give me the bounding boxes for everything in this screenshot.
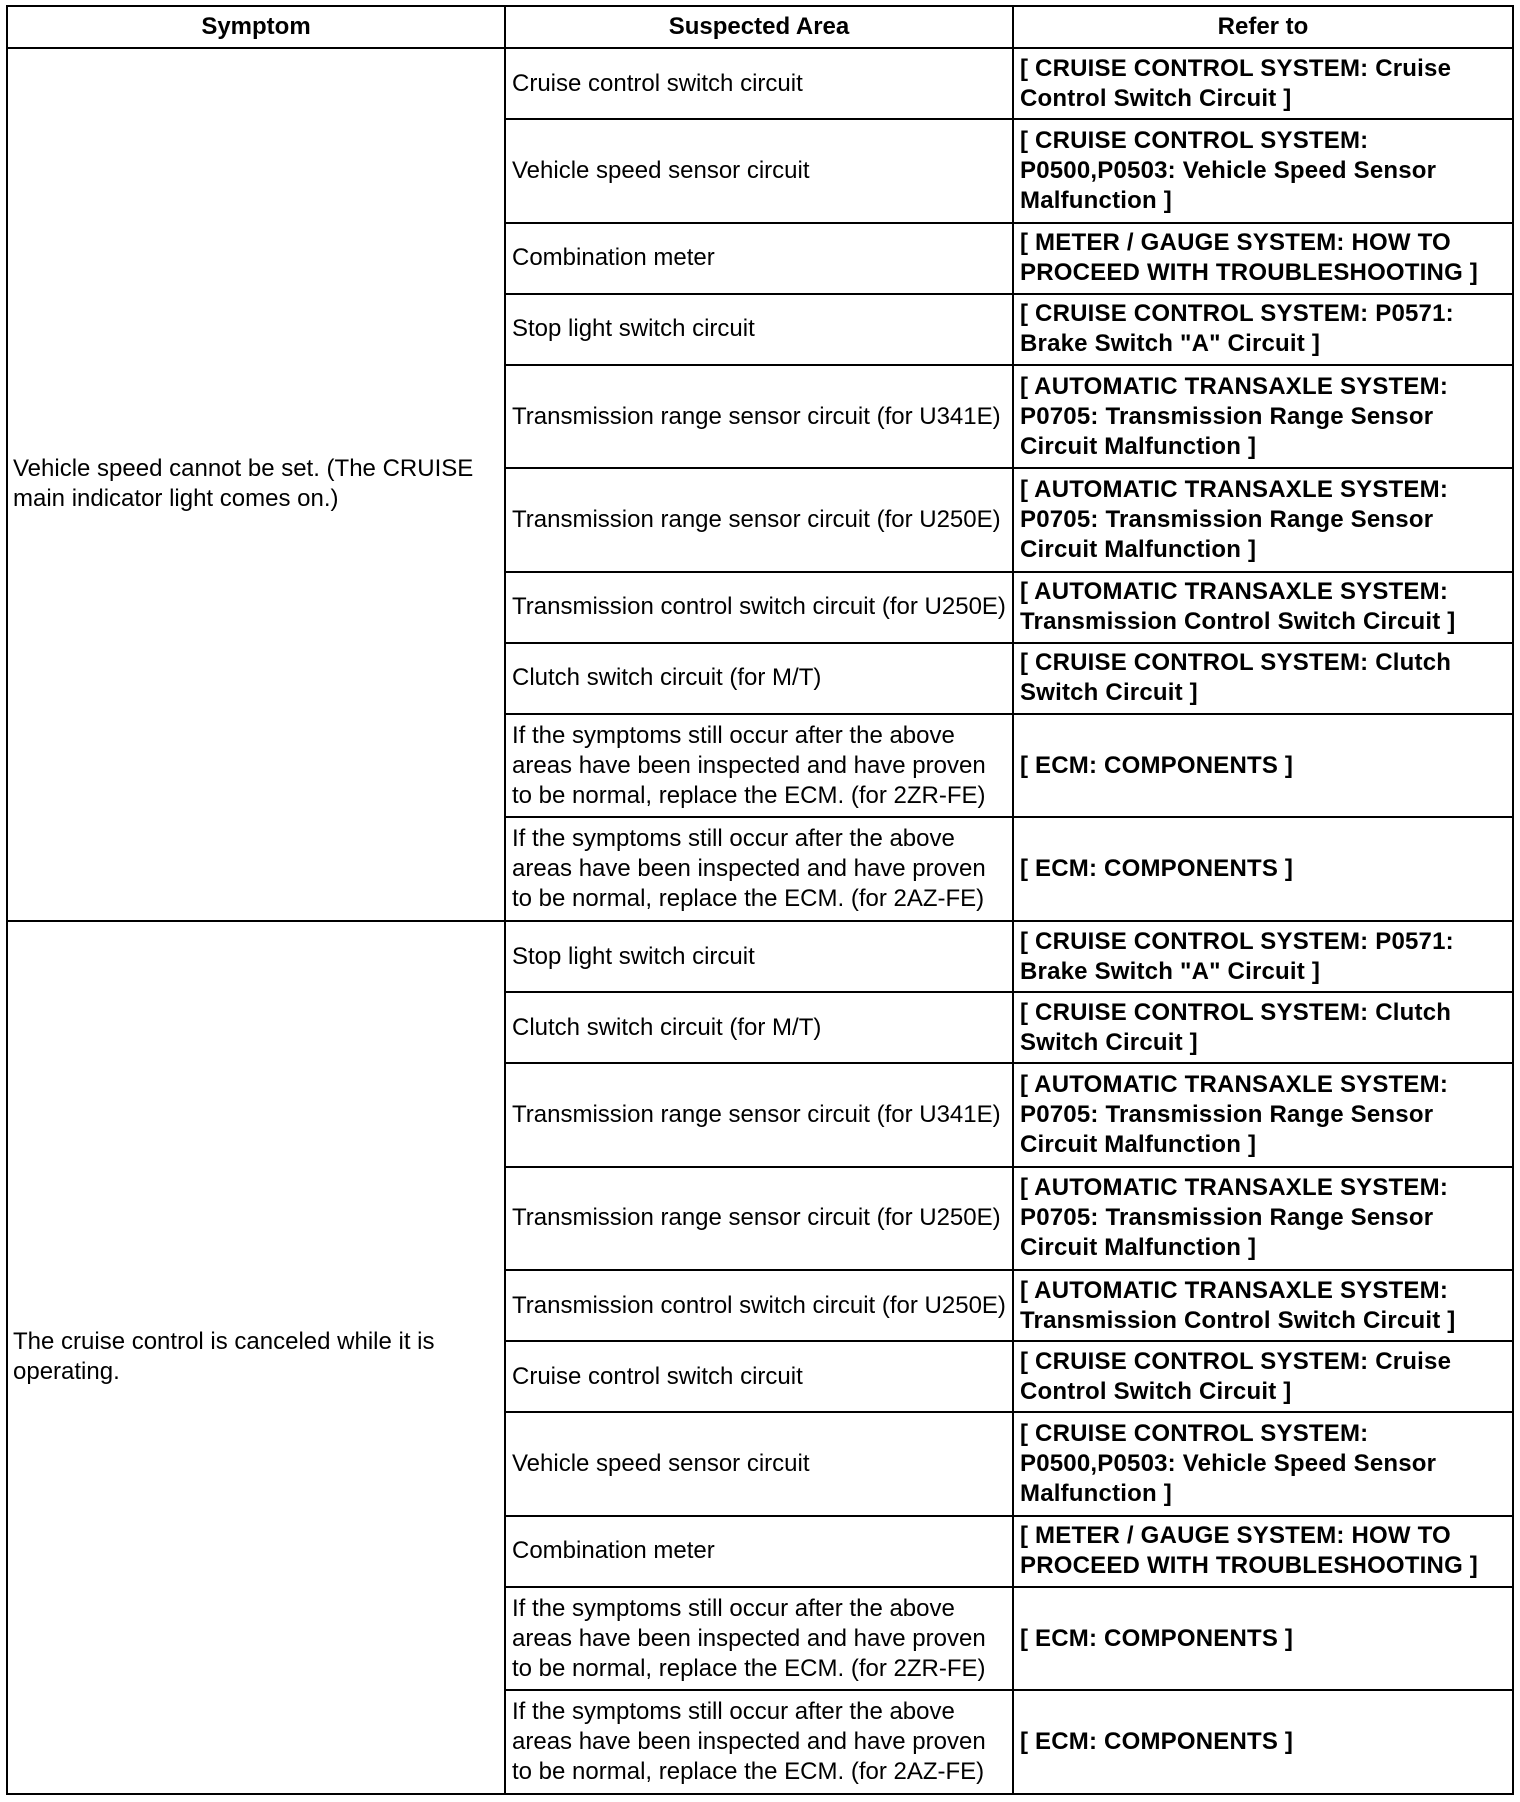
suspected-area-cell: Combination meter <box>505 223 1013 294</box>
refer-to-link[interactable]: [ CRUISE CONTROL SYSTEM: Clutch Switch Circuit ] <box>1013 643 1513 714</box>
refer-to-link[interactable]: [ AUTOMATIC TRANSAXLE SYSTEM: P0705: Transmission Range Sensor Circuit Malfunction ] <box>1013 1167 1513 1271</box>
refer-to-link[interactable]: [ CRUISE CONTROL SYSTEM: P0571: Brake Switch "A" Circuit ] <box>1013 921 1513 992</box>
suspected-area-cell: Clutch switch circuit (for M/T) <box>505 643 1013 714</box>
suspected-area-cell: Transmission range sensor circuit (for U250E) <box>505 468 1013 572</box>
suspected-area-cell: Cruise control switch circuit <box>505 48 1013 119</box>
suspected-area-cell: Vehicle speed sensor circuit <box>505 119 1013 223</box>
refer-to-link[interactable]: [ CRUISE CONTROL SYSTEM: P0500,P0503: Vehicle Speed Sensor Malfunction ] <box>1013 119 1513 223</box>
suspected-area-cell: Clutch switch circuit (for M/T) <box>505 992 1013 1063</box>
header-row <box>7 6 1513 48</box>
refer-to-link[interactable]: [ AUTOMATIC TRANSAXLE SYSTEM: P0705: Transmission Range Sensor Circuit Malfunction ] <box>1013 1063 1513 1167</box>
table-row <box>7 921 1513 992</box>
table-row <box>7 48 1513 119</box>
refer-to-link[interactable]: [ ECM: COMPONENTS ] <box>1013 817 1513 921</box>
suspected-area-cell: If the symptoms still occur after the above areas have been inspected and have proven to be normal, replace the ECM. (for 2AZ-FE) <box>505 1690 1013 1794</box>
symptom-cell: The cruise control is canceled while it is operating. <box>7 921 505 1794</box>
suspected-area-cell: Transmission control switch circuit (for U250E) <box>505 572 1013 643</box>
refer-to-link[interactable]: [ CRUISE CONTROL SYSTEM: Cruise Control Switch Circuit ] <box>1013 48 1513 119</box>
refer-to-link[interactable]: [ ECM: COMPONENTS ] <box>1013 1690 1513 1794</box>
header-symptom: Symptom <box>7 6 505 48</box>
refer-to-link[interactable]: [ AUTOMATIC TRANSAXLE SYSTEM: Transmission Control Switch Circuit ] <box>1013 572 1513 643</box>
suspected-area-cell: Transmission range sensor circuit (for U250E) <box>505 1167 1013 1271</box>
refer-to-link[interactable]: [ ECM: COMPONENTS ] <box>1013 714 1513 818</box>
troubleshooting-table <box>6 5 1514 1795</box>
refer-to-link[interactable]: [ AUTOMATIC TRANSAXLE SYSTEM: P0705: Transmission Range Sensor Circuit Malfunction ] <box>1013 468 1513 572</box>
suspected-area-cell: Stop light switch circuit <box>505 921 1013 992</box>
refer-to-link[interactable]: [ ECM: COMPONENTS ] <box>1013 1587 1513 1691</box>
header-refer-to: Refer to <box>1013 6 1513 48</box>
suspected-area-cell: Stop light switch circuit <box>505 294 1013 365</box>
suspected-area-cell: If the symptoms still occur after the above areas have been inspected and have proven to be normal, replace the ECM. (for 2ZR-FE) <box>505 714 1013 818</box>
suspected-area-cell: Transmission control switch circuit (for U250E) <box>505 1270 1013 1341</box>
refer-to-link[interactable]: [ AUTOMATIC TRANSAXLE SYSTEM: P0705: Transmission Range Sensor Circuit Malfunction ] <box>1013 365 1513 469</box>
refer-to-link[interactable]: [ METER / GAUGE SYSTEM: HOW TO PROCEED WITH TROUBLESHOOTING ] <box>1013 223 1513 294</box>
suspected-area-cell: If the symptoms still occur after the above areas have been inspected and have proven to be normal, replace the ECM. (for 2AZ-FE) <box>505 817 1013 921</box>
refer-to-link[interactable]: [ CRUISE CONTROL SYSTEM: Clutch Switch Circuit ] <box>1013 992 1513 1063</box>
suspected-area-cell: Vehicle speed sensor circuit <box>505 1412 1013 1516</box>
suspected-area-cell: Transmission range sensor circuit (for U341E) <box>505 365 1013 469</box>
refer-to-link[interactable]: [ CRUISE CONTROL SYSTEM: P0500,P0503: Vehicle Speed Sensor Malfunction ] <box>1013 1412 1513 1516</box>
suspected-area-cell: Transmission range sensor circuit (for U341E) <box>505 1063 1013 1167</box>
refer-to-link[interactable]: [ METER / GAUGE SYSTEM: HOW TO PROCEED WITH TROUBLESHOOTING ] <box>1013 1516 1513 1587</box>
suspected-area-cell: Combination meter <box>505 1516 1013 1587</box>
suspected-area-cell: Cruise control switch circuit <box>505 1341 1013 1412</box>
refer-to-link[interactable]: [ CRUISE CONTROL SYSTEM: Cruise Control Switch Circuit ] <box>1013 1341 1513 1412</box>
suspected-area-cell: If the symptoms still occur after the above areas have been inspected and have proven to be normal, replace the ECM. (for 2ZR-FE) <box>505 1587 1013 1691</box>
refer-to-link[interactable]: [ CRUISE CONTROL SYSTEM: P0571: Brake Switch "A" Circuit ] <box>1013 294 1513 365</box>
header-suspected-area: Suspected Area <box>505 6 1013 48</box>
refer-to-link[interactable]: [ AUTOMATIC TRANSAXLE SYSTEM: Transmission Control Switch Circuit ] <box>1013 1270 1513 1341</box>
symptom-cell: Vehicle speed cannot be set. (The CRUISE main indicator light comes on.) <box>7 48 505 921</box>
